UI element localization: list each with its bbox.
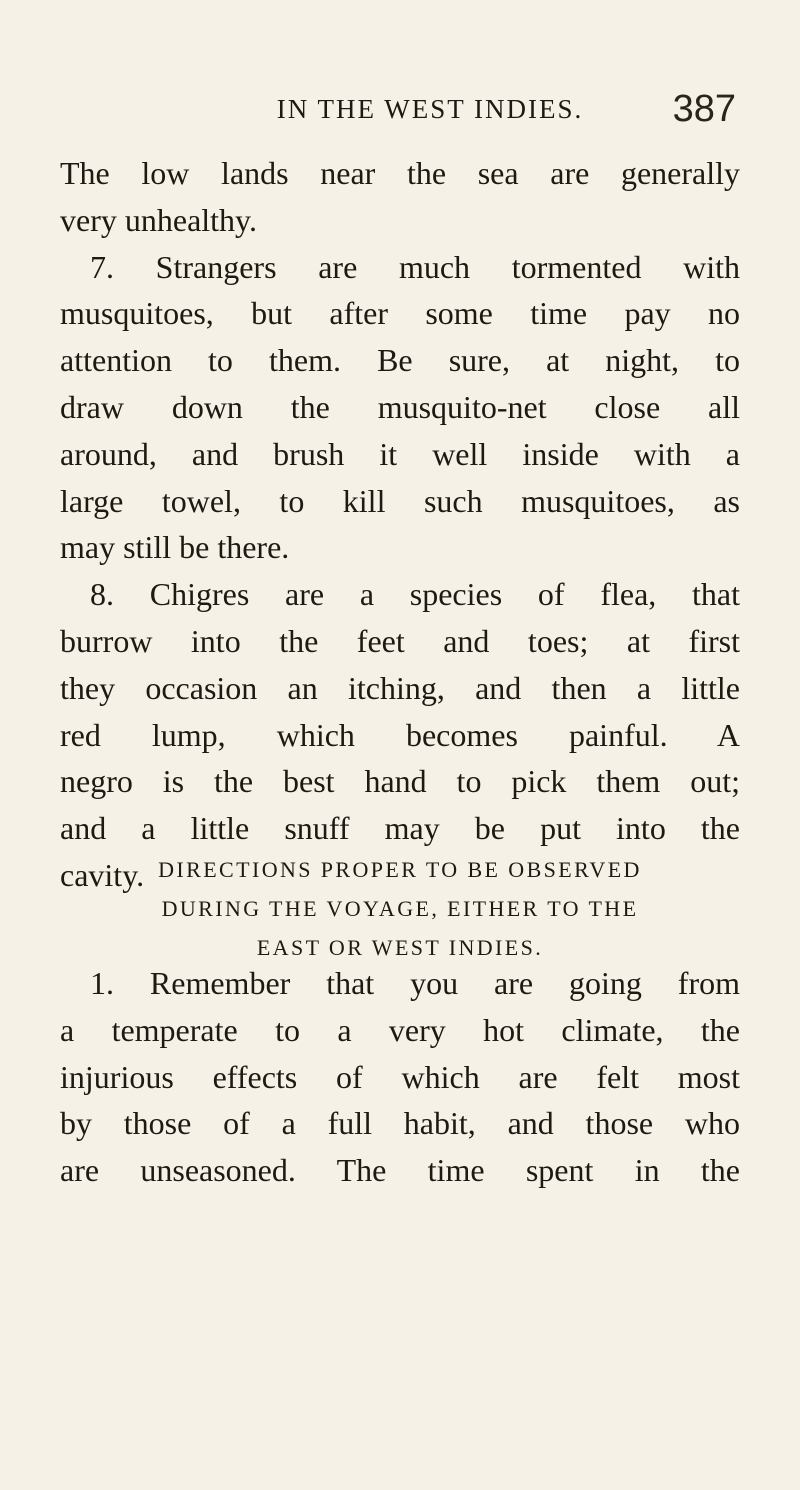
section-body [60, 960, 740, 1194]
text-line: 8. Chigres are a species of flea, that [90, 576, 740, 613]
section-heading-line: DIRECTIONS PROPER TO BE OBSERVED [158, 857, 642, 882]
text-line: attention to them. Be sure, at night, to [60, 342, 740, 379]
running-head [88, 88, 736, 134]
text-line: 7. Strangers are much tormented with [90, 248, 740, 285]
section-heading-line: EAST OR WEST INDIES. [256, 935, 544, 960]
text-line: negro is the best hand to pick them out; [60, 763, 740, 800]
running-title: IN THE WEST INDIES. [276, 94, 584, 124]
text-line: 1. Remember that you are going from [90, 965, 740, 1001]
text-line: around, and brush it well inside with a [60, 435, 740, 472]
text-line: burrow into the feet and toes; at first [60, 622, 740, 659]
page-number: 387 [672, 88, 736, 130]
text-line: may still be there. [60, 529, 290, 566]
text-line: draw down the musquito-net close all [60, 388, 740, 425]
text-line: very unhealthy. [60, 201, 257, 238]
section-heading [60, 850, 740, 967]
text-line: large towel, to kill such musquitoes, as [60, 482, 740, 519]
text-line: The low lands near the sea are generally [60, 155, 740, 191]
text-line: by those of a full habit, and those who [60, 1105, 740, 1142]
text-line: they occasion an itching, and then a little [60, 669, 740, 706]
text-line: a temperate to a very hot climate, the [60, 1011, 740, 1048]
text-line: cavity. [60, 856, 145, 893]
text-line: and a little snuff may be put into the [60, 810, 740, 847]
text-line: are unseasoned. The time spent in the [60, 1152, 740, 1189]
body-text [60, 150, 740, 899]
section-heading-line: DURING THE VOYAGE, EITHER TO THE [161, 896, 639, 921]
text-line: red lump, which becomes painful. A [60, 716, 740, 753]
text-line: injurious effects of which are felt most [60, 1058, 740, 1095]
text-line: musquitoes, but after some time pay no [60, 295, 740, 332]
